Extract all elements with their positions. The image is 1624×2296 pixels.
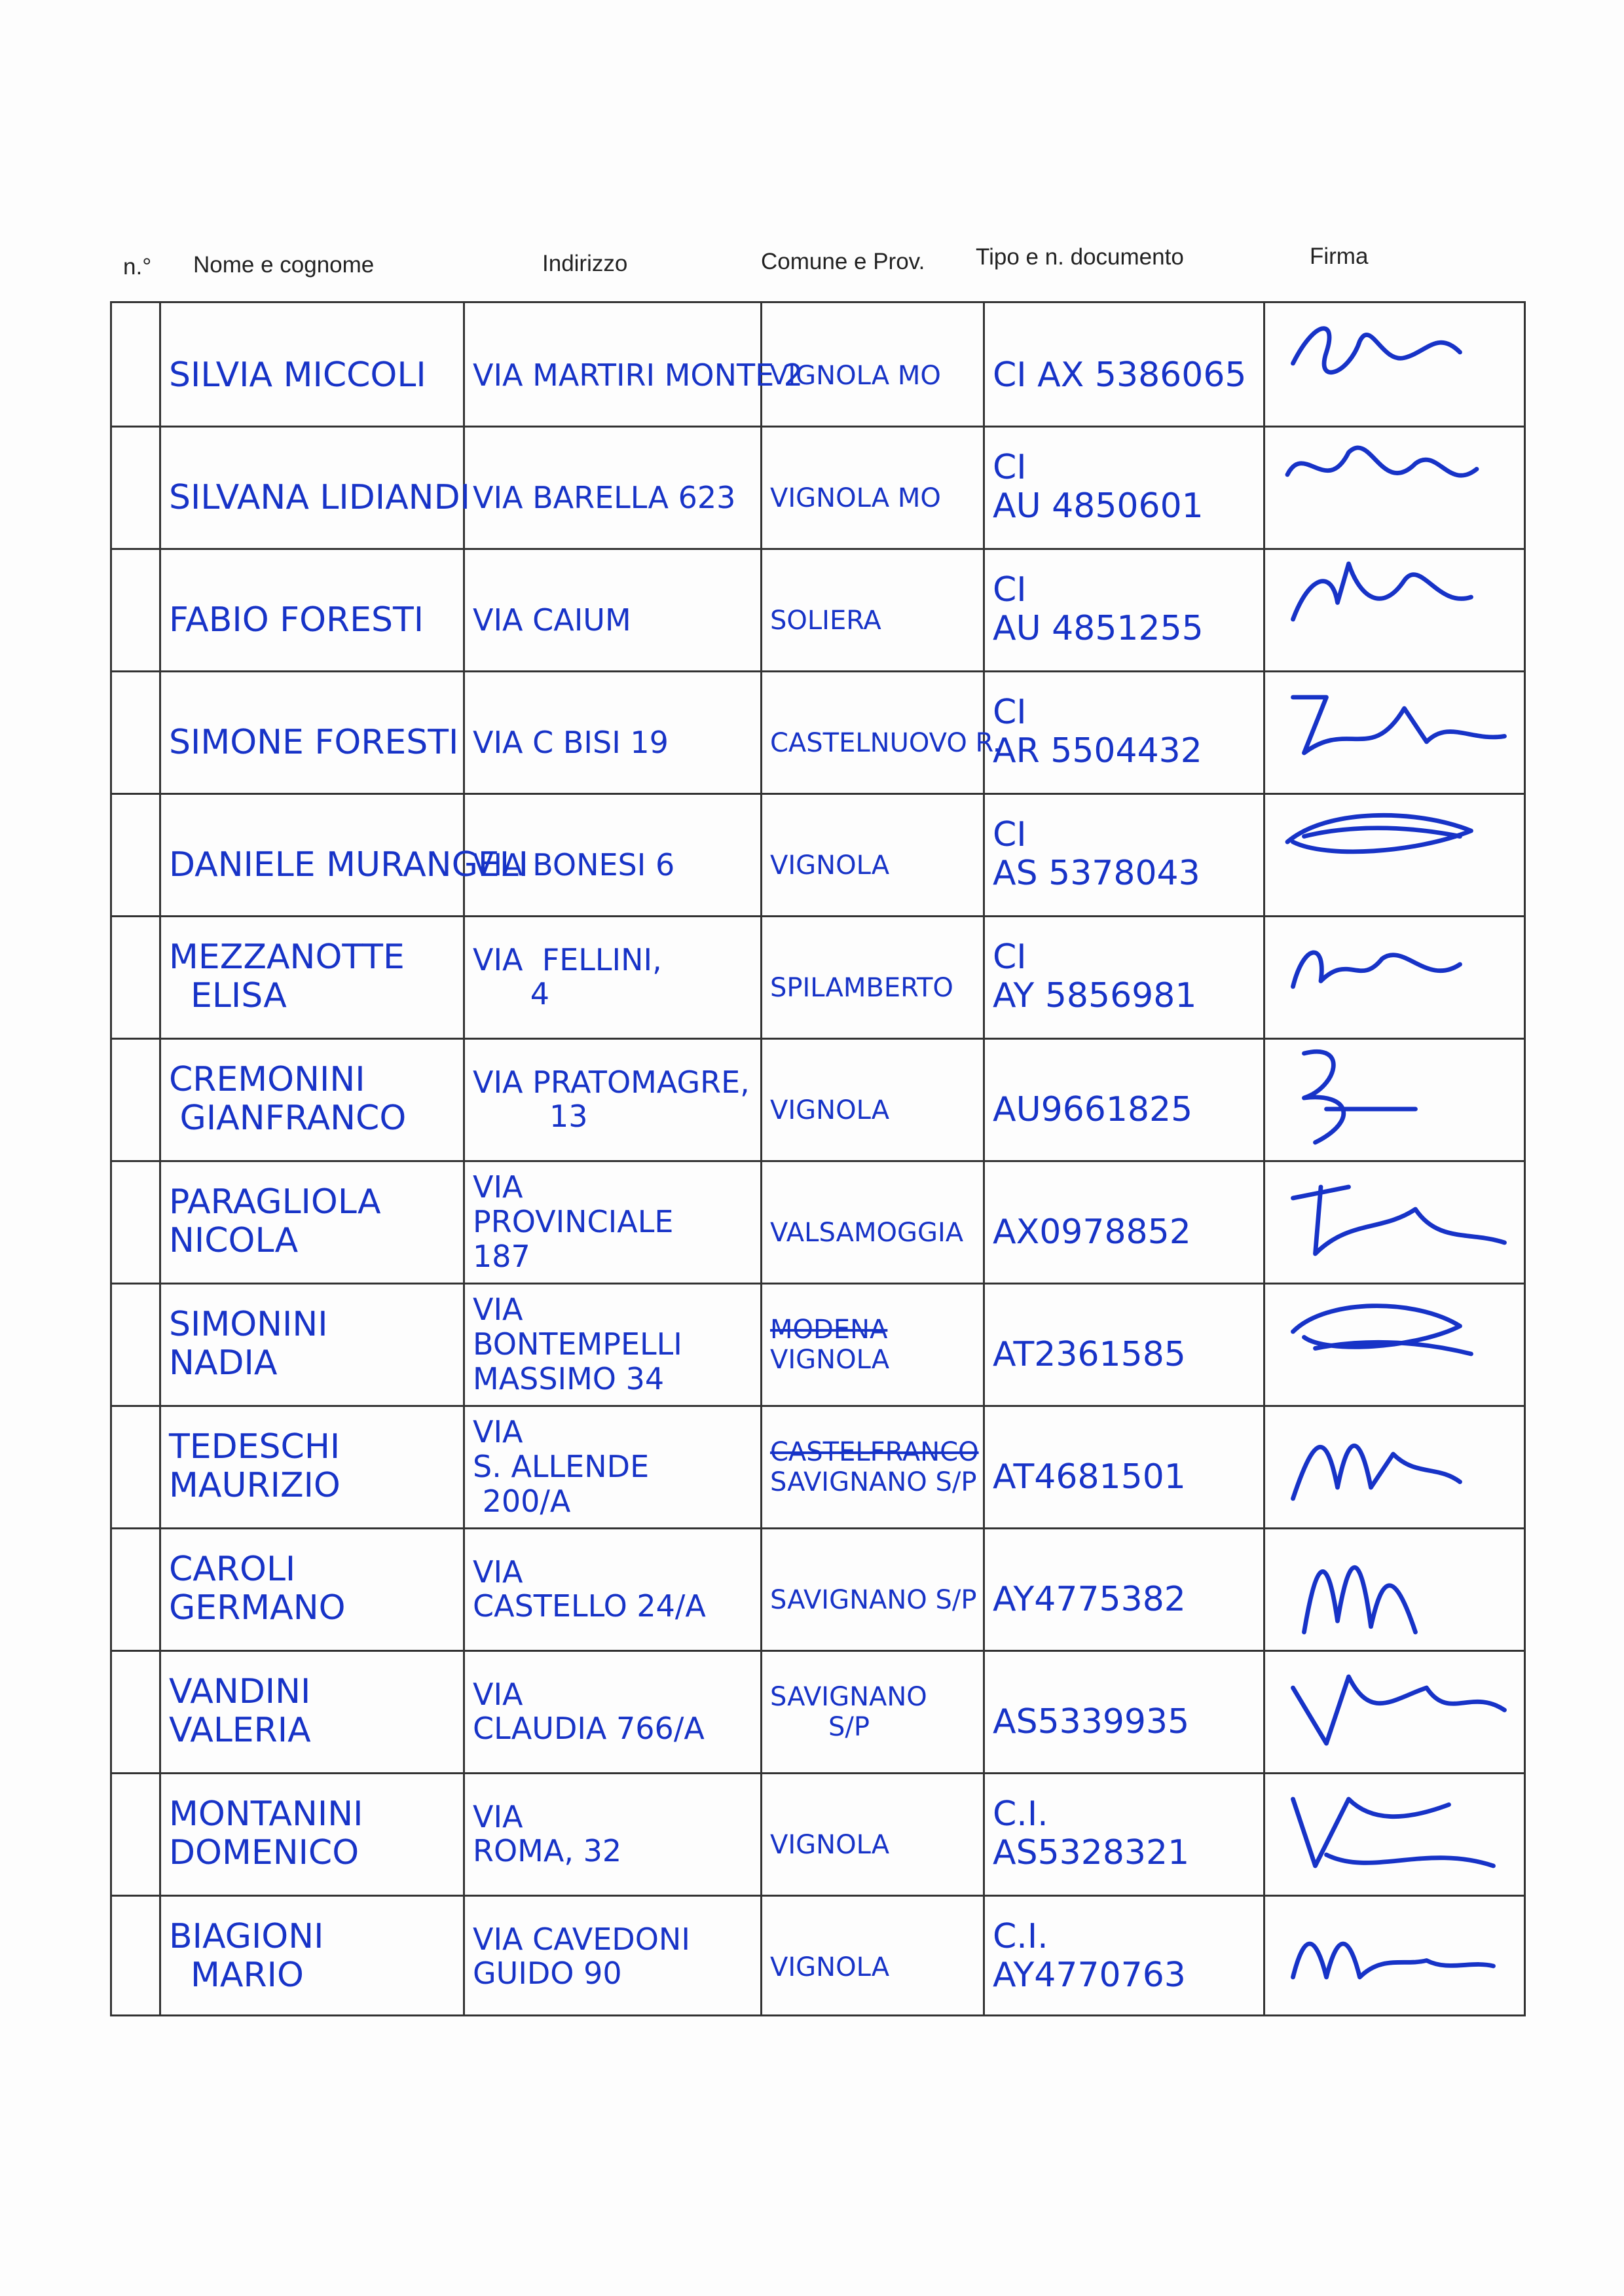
- signature: [1274, 797, 1523, 909]
- cell-name: SILVANA LIDIANDI: [169, 477, 470, 517]
- cell-document: C.I. AY4770763: [993, 1916, 1186, 1995]
- cell-city: VIGNOLA: [770, 1952, 890, 1982]
- row-divider: [112, 793, 1524, 795]
- row-divider: [112, 1650, 1524, 1652]
- cell-name: BIAGIONI MARIO: [169, 1916, 324, 1995]
- cell-document: CI AR 5504432: [993, 692, 1202, 771]
- cell-address: VIA PROVINCIALE 187: [473, 1169, 674, 1274]
- row-divider: [112, 1405, 1524, 1407]
- cell-city: VIGNOLA: [770, 1095, 890, 1125]
- cell-name: CREMONINI GIANFRANCO: [169, 1059, 407, 1139]
- cell-document: C.I. AS5328321: [993, 1794, 1190, 1873]
- row-divider: [112, 915, 1524, 917]
- signature: [1274, 920, 1523, 1031]
- cell-address: VIA PRATOMAGRE, 13: [473, 1064, 750, 1135]
- row-divider: [112, 670, 1524, 672]
- cell-address: VIA CASTELLO 24/A: [473, 1554, 706, 1624]
- row-divider: [112, 1038, 1524, 1040]
- column-divider: [159, 303, 161, 2014]
- column-divider: [760, 303, 762, 2014]
- row-divider: [112, 426, 1524, 428]
- cell-document: AU9661825: [993, 1089, 1193, 1129]
- cell-city: CASTELNUOVO R.: [770, 727, 1001, 758]
- signature: [1274, 308, 1523, 419]
- cell-name: SIMONE FORESTI: [169, 722, 459, 762]
- row-divider: [112, 1527, 1524, 1529]
- cell-city: VALSAMOGGIA: [770, 1217, 964, 1248]
- cell-name: TEDESCHI MAURIZIO: [169, 1427, 341, 1506]
- cell-name: PARAGLIOLA NICOLA: [169, 1182, 381, 1261]
- cell-document: AS5339935: [993, 1702, 1190, 1741]
- cell-name: FABIO FORESTI: [169, 600, 424, 640]
- row-divider: [112, 1160, 1524, 1162]
- cell-city: VIGNOLA: [770, 850, 890, 881]
- cell-city: VIGNOLA MO: [770, 483, 941, 513]
- cell-address: VIA CAVEDONI GUIDO 90: [473, 1921, 690, 1992]
- signature: [1274, 1777, 1523, 1888]
- header-signature: Firma: [1310, 244, 1369, 269]
- signature: [1274, 1410, 1523, 1521]
- cell-name: MEZZANOTTE ELISA: [169, 937, 405, 1016]
- cell-address: VIA BARELLA 623: [473, 480, 736, 516]
- row-divider: [112, 1895, 1524, 1897]
- cell-address: VIA CAIUM: [473, 602, 631, 638]
- cell-address: VIA FELLINI, 4: [473, 941, 662, 1012]
- signature: [1274, 675, 1523, 786]
- signature: [1274, 1042, 1523, 1154]
- signature: [1274, 1654, 1523, 1766]
- header-number: n.°: [123, 254, 152, 280]
- cell-city: SAVIGNANO S/P: [770, 1681, 927, 1742]
- cell-city: MODENA VIGNOLA: [770, 1314, 890, 1375]
- row-divider: [112, 1283, 1524, 1285]
- cell-address: VIA BONESI 6: [473, 847, 675, 883]
- cell-address: VIA ROMA, 32: [473, 1798, 622, 1869]
- cell-document: AX0978852: [993, 1212, 1191, 1252]
- cell-name: VANDINI VALERIA: [169, 1671, 311, 1751]
- cell-city: VIGNOLA: [770, 1829, 890, 1860]
- column-divider: [463, 303, 465, 2014]
- cell-name: SIMONINI NADIA: [169, 1304, 328, 1383]
- cell-name: MONTANINI DOMENICO: [169, 1794, 363, 1873]
- header-city: Comune e Prov.: [761, 249, 925, 274]
- cell-name: SILVIA MICCOLI: [169, 355, 426, 395]
- signature: [1274, 1165, 1523, 1276]
- cell-document: AT4681501: [993, 1457, 1186, 1497]
- row-divider: [112, 548, 1524, 550]
- column-divider: [1263, 303, 1265, 2014]
- cell-document: CI AU 4850601: [993, 447, 1204, 526]
- signature: [1274, 430, 1523, 541]
- signature: [1274, 1287, 1523, 1398]
- cell-name: DANIELE MURANGELI: [169, 845, 529, 884]
- cell-address: VIA CLAUDIA 766/A: [473, 1676, 705, 1747]
- cell-document: CI AS 5378043: [993, 814, 1200, 894]
- signature: [1274, 1532, 1523, 1643]
- cell-document: AY4775382: [993, 1579, 1186, 1619]
- signature: [1274, 553, 1523, 664]
- signature: [1274, 1899, 1523, 2011]
- header-document: Tipo e n. documento: [976, 244, 1184, 270]
- cell-document: CI AY 5856981: [993, 937, 1197, 1016]
- column-divider: [983, 303, 985, 2014]
- cell-document: AT2361585: [993, 1334, 1186, 1374]
- cell-city: SOLIERA: [770, 605, 881, 636]
- cell-city: VIGNOLA MO: [770, 360, 941, 391]
- cell-city: SAVIGNANO S/P: [770, 1584, 977, 1615]
- cell-address: VIA BONTEMPELLI MASSIMO 34: [473, 1292, 682, 1396]
- header-name: Nome e cognome: [193, 252, 375, 278]
- header-address: Indirizzo: [542, 251, 628, 276]
- cell-document: CI AU 4851255: [993, 570, 1204, 649]
- cell-city: CASTELFRANCO SAVIGNANO S/P: [770, 1436, 979, 1497]
- cell-address: VIA S. ALLENDE 200/A: [473, 1414, 650, 1519]
- cell-document: CI AX 5386065: [993, 355, 1247, 395]
- cell-city: SPILAMBERTO: [770, 972, 953, 1003]
- cell-name: CAROLI GERMANO: [169, 1549, 346, 1628]
- cell-address: VIA C BISI 19: [473, 725, 669, 761]
- row-divider: [112, 1772, 1524, 1774]
- cell-address: VIA MARTIRI MONTE 2: [473, 357, 803, 393]
